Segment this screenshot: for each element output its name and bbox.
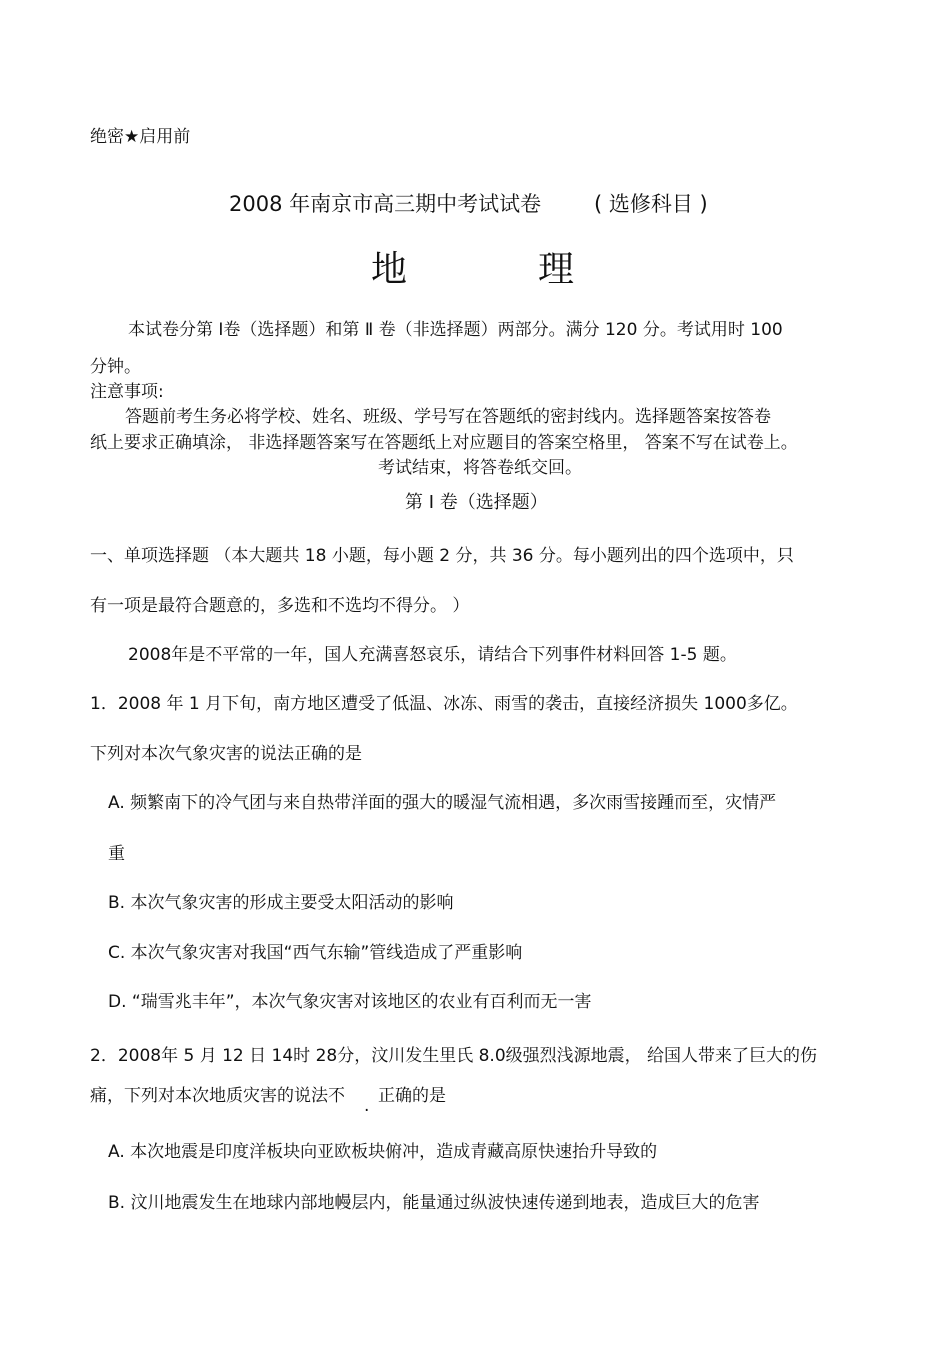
subject-char-2: 理: [538, 249, 575, 290]
q1-stem-2: 下列对本次气象灾害的说法正确的是: [90, 744, 362, 764]
q2-stem-2: 痛，下列对本次地质灾害的说法不: [90, 1086, 345, 1106]
secret-label: 绝密★启用前: [90, 127, 191, 147]
exam-title-suffix: ( 选修科目 ): [594, 192, 708, 216]
emphasis-dot: .: [364, 1096, 370, 1116]
q1-option-c: C. 本次气象灾害对我国“西气东输”管线造成了严重影响: [108, 943, 523, 963]
q1-option-a-cont: 重: [108, 844, 125, 864]
intro-line-1: 本试卷分第 Ⅰ卷（选择题）和第 Ⅱ 卷（非选择题）两部分。满分 120 分。考试用时 100: [128, 320, 783, 340]
section-instruction-2: 有一项是最符合题意的，多选和不选均不得分。 ）: [90, 596, 470, 616]
q1-option-a: A. 频繁南下的冷气团与来自热带洋面的强大的暖湿气流相遇，多次雨雪接踵而至，灾情严: [108, 793, 777, 813]
q1-stem-1: 1．2008 年 1 月下旬，南方地区遭受了低温、冰冻、雨雪的袭击，直接经济损失 1000多亿。: [90, 694, 798, 714]
q1-option-d: D. “瑞雪兆丰年”，本次气象灾害对该地区的农业有百利而无一害: [108, 992, 592, 1012]
q2-option-b: B. 汶川地震发生在地球内部地幔层内，能量通过纵波快速传递到地表，造成巨大的危害: [108, 1193, 760, 1213]
exam-title: 2008 年南京市高三期中考试试卷: [229, 192, 542, 216]
notice-line-2: 纸上要求正确填涂， 非选择题答案写在答题纸上对应题目的答案空格里， 答案不写在试卷上。: [90, 433, 798, 453]
intro-line-2: 分钟。: [90, 357, 141, 377]
q1-option-b: B. 本次气象灾害的形成主要受太阳活动的影响: [108, 893, 454, 913]
notice-line-1: 答题前考生务必将学校、姓名、班级、学号写在答题纸的密封线内。选择题答案按答卷: [125, 407, 771, 427]
section-instruction-1: 一、单项选择题 （本大题共 18 小题，每小题 2 分，共 36 分。每小题列出的四个选项中，只: [90, 546, 794, 566]
context-text: 2008年是不平常的一年，国人充满喜怒哀乐，请结合下列事件材料回答 1-5 题。: [128, 645, 737, 665]
subject-char-1: 地: [371, 249, 408, 290]
notice-label: 注意事项:: [90, 382, 164, 402]
q2-stem-2-end: 正确的是: [378, 1086, 446, 1106]
notice-line-3: 考试结束，将答卷纸交回。: [378, 458, 582, 478]
section-title: 第 Ⅰ 卷（选择题）: [405, 492, 548, 513]
q2-option-a: A. 本次地震是印度洋板块向亚欧板块俯冲，造成青藏高原快速抬升导致的: [108, 1142, 658, 1162]
q2-stem-1: 2．2008年 5 月 12 日 14时 28分，汶川发生里氏 8.0级强烈浅源地震， 给国人带来了巨大的伤: [90, 1046, 818, 1066]
